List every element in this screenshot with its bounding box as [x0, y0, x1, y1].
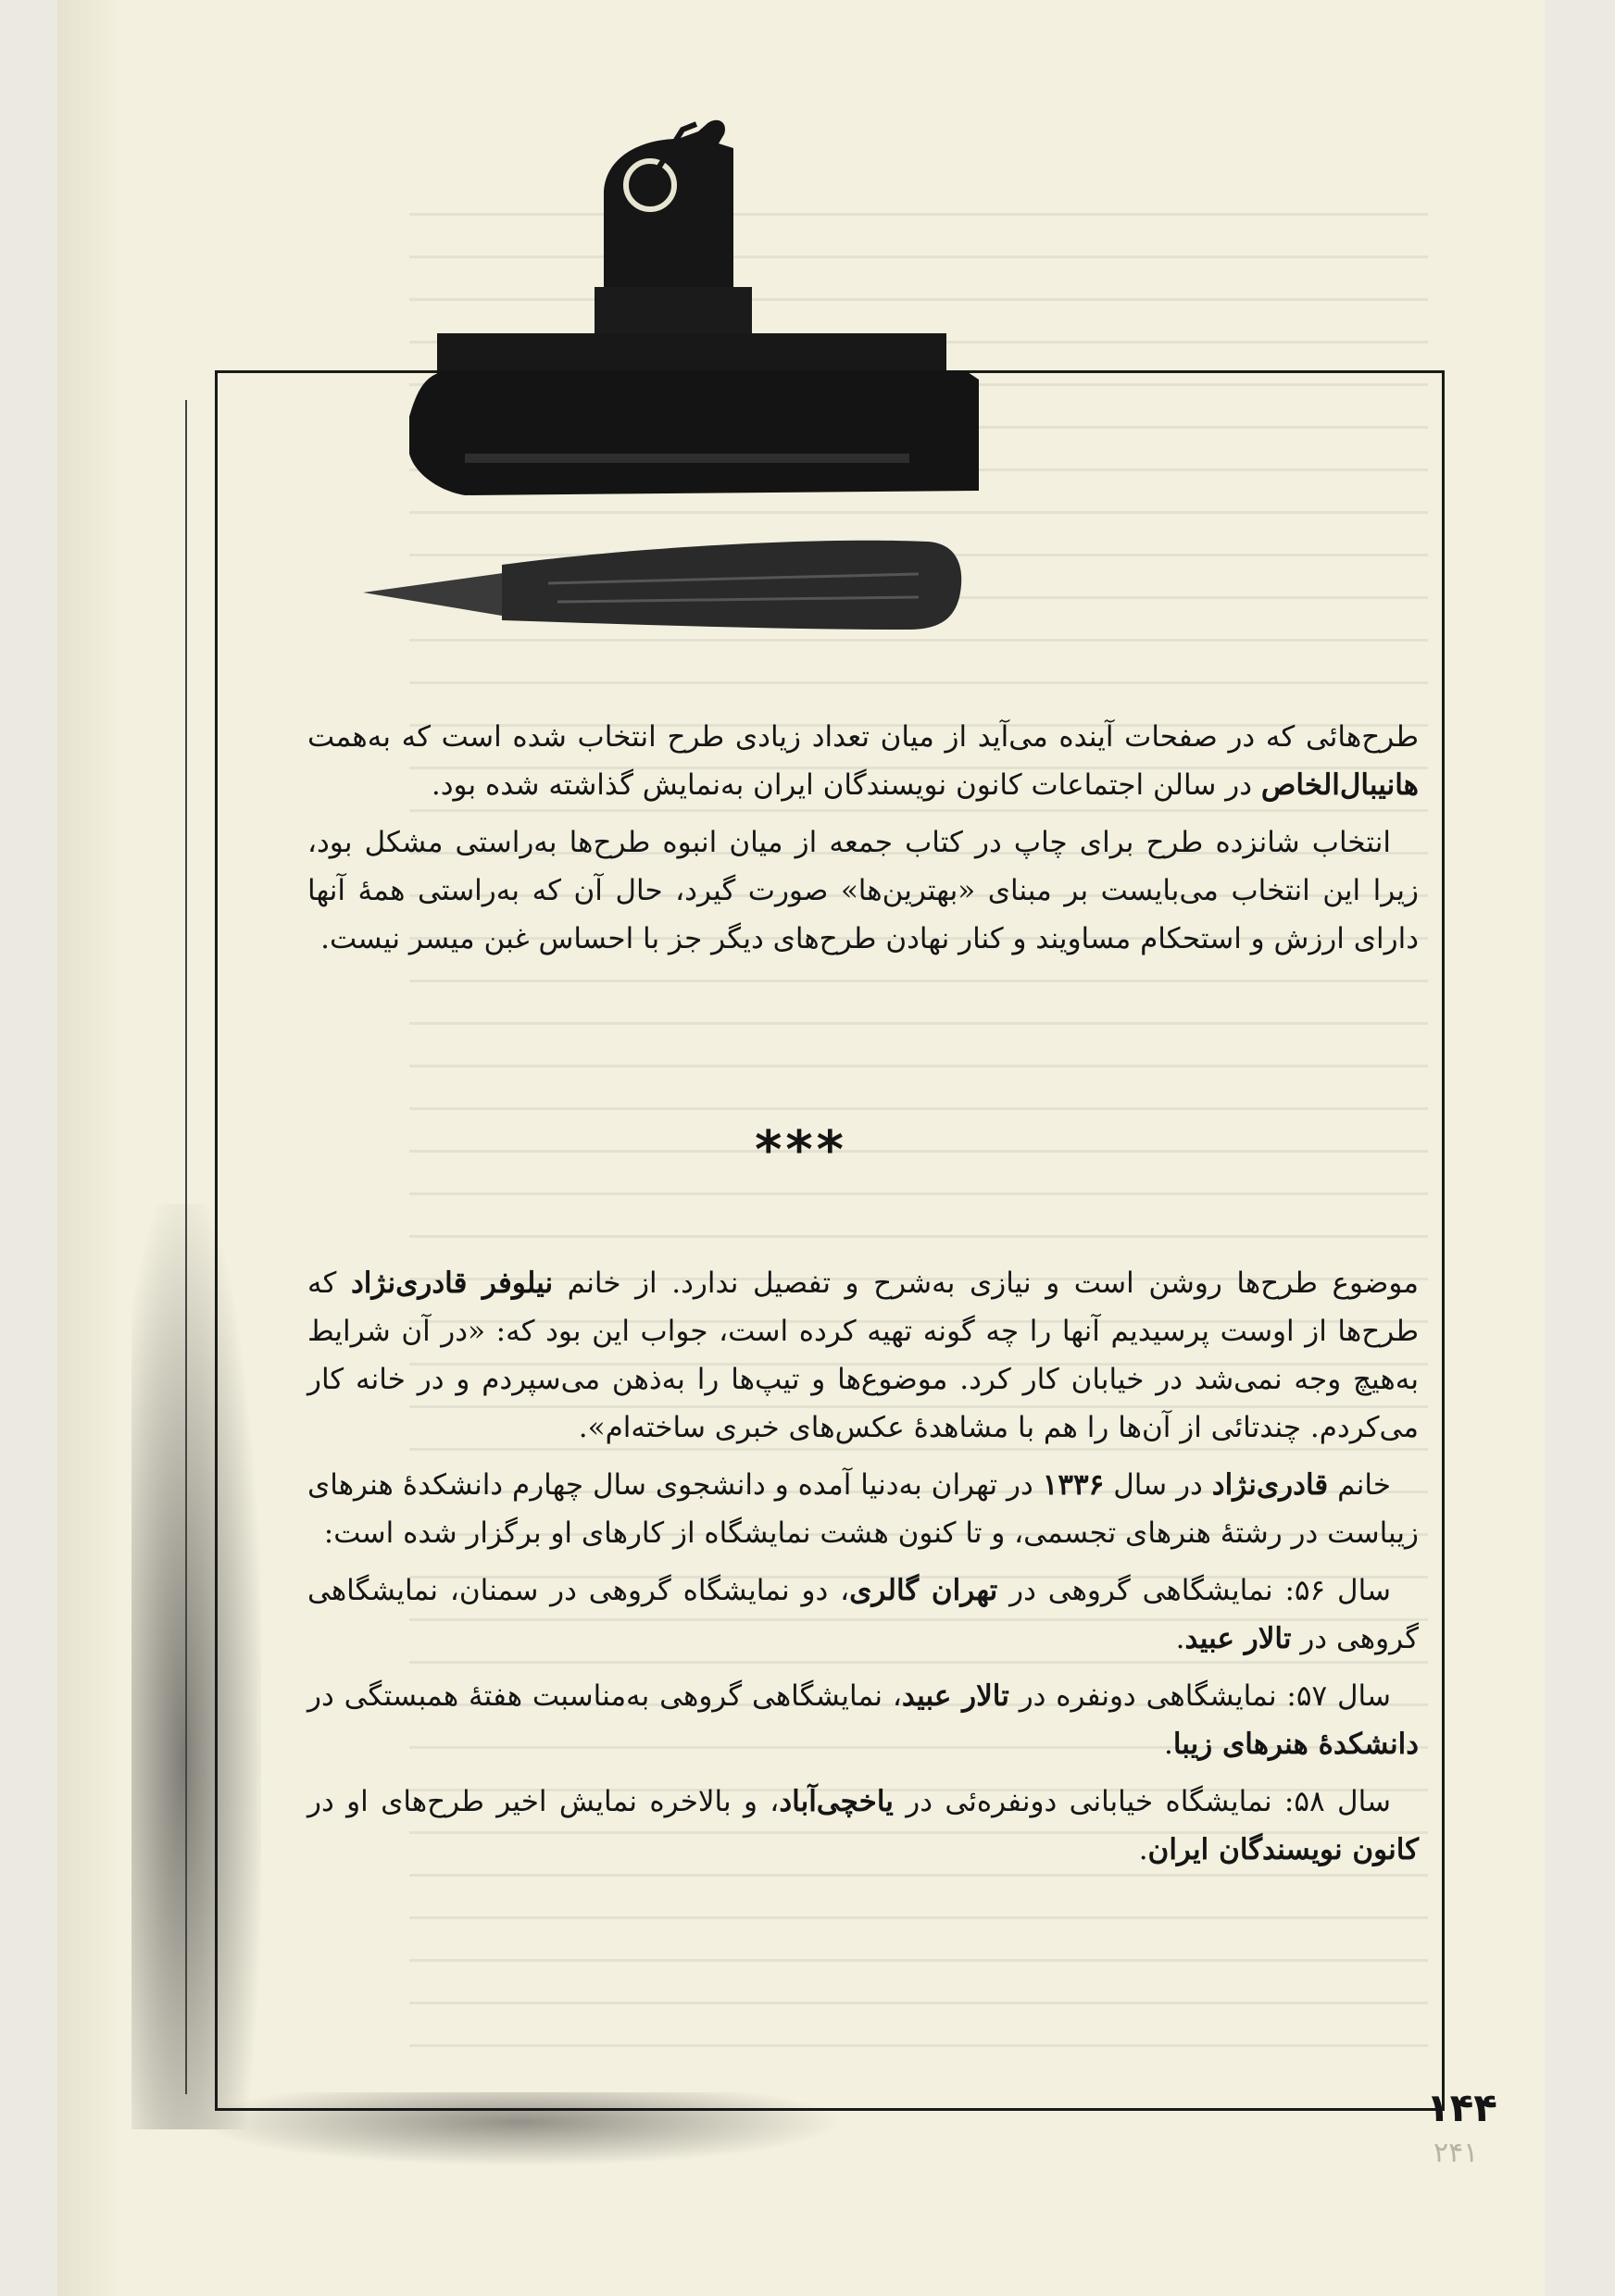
text-run: در تهران به‌دنیا آمده و دانشجوی سال چهارم دانشکدهٔ هنرهای زیباست در رشتهٔ هنرهای تجسمی، و تا کنون هشت نمایشگاه از کارهای او برگزار شده است:: [307, 1468, 1419, 1550]
stamp-base-highlight: [465, 454, 909, 463]
text-run: طرح‌هائی که در صفحات آینده می‌آید از میان تعداد زیادی طرح انتخاب شده است که به‌همت: [307, 720, 1419, 754]
bold-name-run: تالار عبید: [1184, 1622, 1292, 1655]
text-run: در سال: [1104, 1468, 1212, 1502]
text-run: سال ۵۶: نمایشگاهی گروهی در: [997, 1574, 1391, 1607]
text-run: .: [1163, 1728, 1173, 1761]
bold-name-run: تالار عبید: [901, 1679, 1009, 1713]
text-run: ، نمایشگاهی گروهی به‌مناسبت هفتهٔ همبستگی در: [307, 1679, 902, 1713]
intro-text: [307, 713, 1419, 972]
text-run: ، و بالاخره نمایش اخیر طرح‌های او در: [307, 1785, 780, 1818]
text-run: موضوع طرح‌ها روشن است و نیازی به‌شرح و تفصیل ندارد. از خانم: [553, 1267, 1419, 1300]
bold-name-run: نیلوفر قادری‌نژاد: [350, 1267, 554, 1300]
bold-name-run: ۱۳۳۶: [1042, 1468, 1105, 1502]
text-run: سال ۵۸: نمایشگاه خیابانی دونفره‌ئی در: [893, 1785, 1391, 1818]
text-run: .: [1175, 1622, 1185, 1655]
frame-offset-line: [185, 400, 215, 2094]
bold-name-run: هانیبال‌الخاص: [1260, 768, 1419, 802]
bold-name-run: قادری‌نژاد: [1211, 1468, 1329, 1502]
pen-body: [502, 541, 961, 630]
text-run: سال ۵۷: نمایشگاهی دونفره در: [1008, 1679, 1391, 1713]
text-run: .: [1138, 1833, 1148, 1866]
bold-name-run: دانشکدهٔ هنرهای زیبا: [1172, 1728, 1419, 1761]
bold-name-run: کانون نویسندگان ایران: [1147, 1833, 1419, 1866]
paragraph: [307, 1259, 1419, 1452]
text-run: ، دو نمایشگاه گروهی در سمنان، نمایشگاهی گروهی در: [307, 1574, 1419, 1655]
bold-name-run: یاخچی‌آباد: [779, 1785, 894, 1818]
paragraph: [307, 713, 1419, 809]
stamp-and-pen-illustration: [363, 102, 1067, 676]
paragraph: [307, 1461, 1419, 1557]
paragraph: [307, 818, 1419, 963]
bold-name-run: تهران گالری: [849, 1574, 998, 1607]
paragraph: [307, 1566, 1419, 1663]
stamp-base: [409, 370, 979, 495]
text-run: خانم: [1328, 1468, 1391, 1502]
artist-text: [307, 1259, 1419, 1883]
scanned-page: [57, 0, 1545, 2296]
paragraph: [307, 1778, 1419, 1874]
text-run: که طرح‌ها از اوست پرسیدیم آنها را چه گونه تهیه کرده است، جواب این بود که: «در آن شرایط به‌هیچ وجه نمی‌شد در خیابان کار کرد. موضوع‌ها و تیپ‌ها را به‌ذهن می‌سپردم و در خانه کار می‌کردم. چندتائی از آن‌ها را هم با مشاهدهٔ عکس‌های خبری ساخته‌ام».: [307, 1267, 1419, 1444]
page-number: ۱۴۴: [1426, 2085, 1497, 2130]
text-run: در سالن اجتماعات کانون نویسندگان ایران به‌نمایش گذاشته شده بود.: [431, 768, 1261, 802]
section-separator: ***: [755, 1120, 847, 1180]
paragraph: [307, 1672, 1419, 1768]
text-run: انتخاب شانزده طرح برای چاپ در کتاب جمعه از میان انبوه طرح‌ها به‌راستی مشکل بود، زیرا این انتخاب می‌بایست بر مبنای «بهترین‌ها» صورت گیرد، حال آن که به‌راستی همهٔ آنها دارای ارزش و استحکام مساویند و کنار نهادن طرح‌های دیگر جز با احساس غبن میسر نیست.: [307, 826, 1419, 955]
bleed-through-page-number: ۲۴۱: [1433, 2137, 1479, 2169]
